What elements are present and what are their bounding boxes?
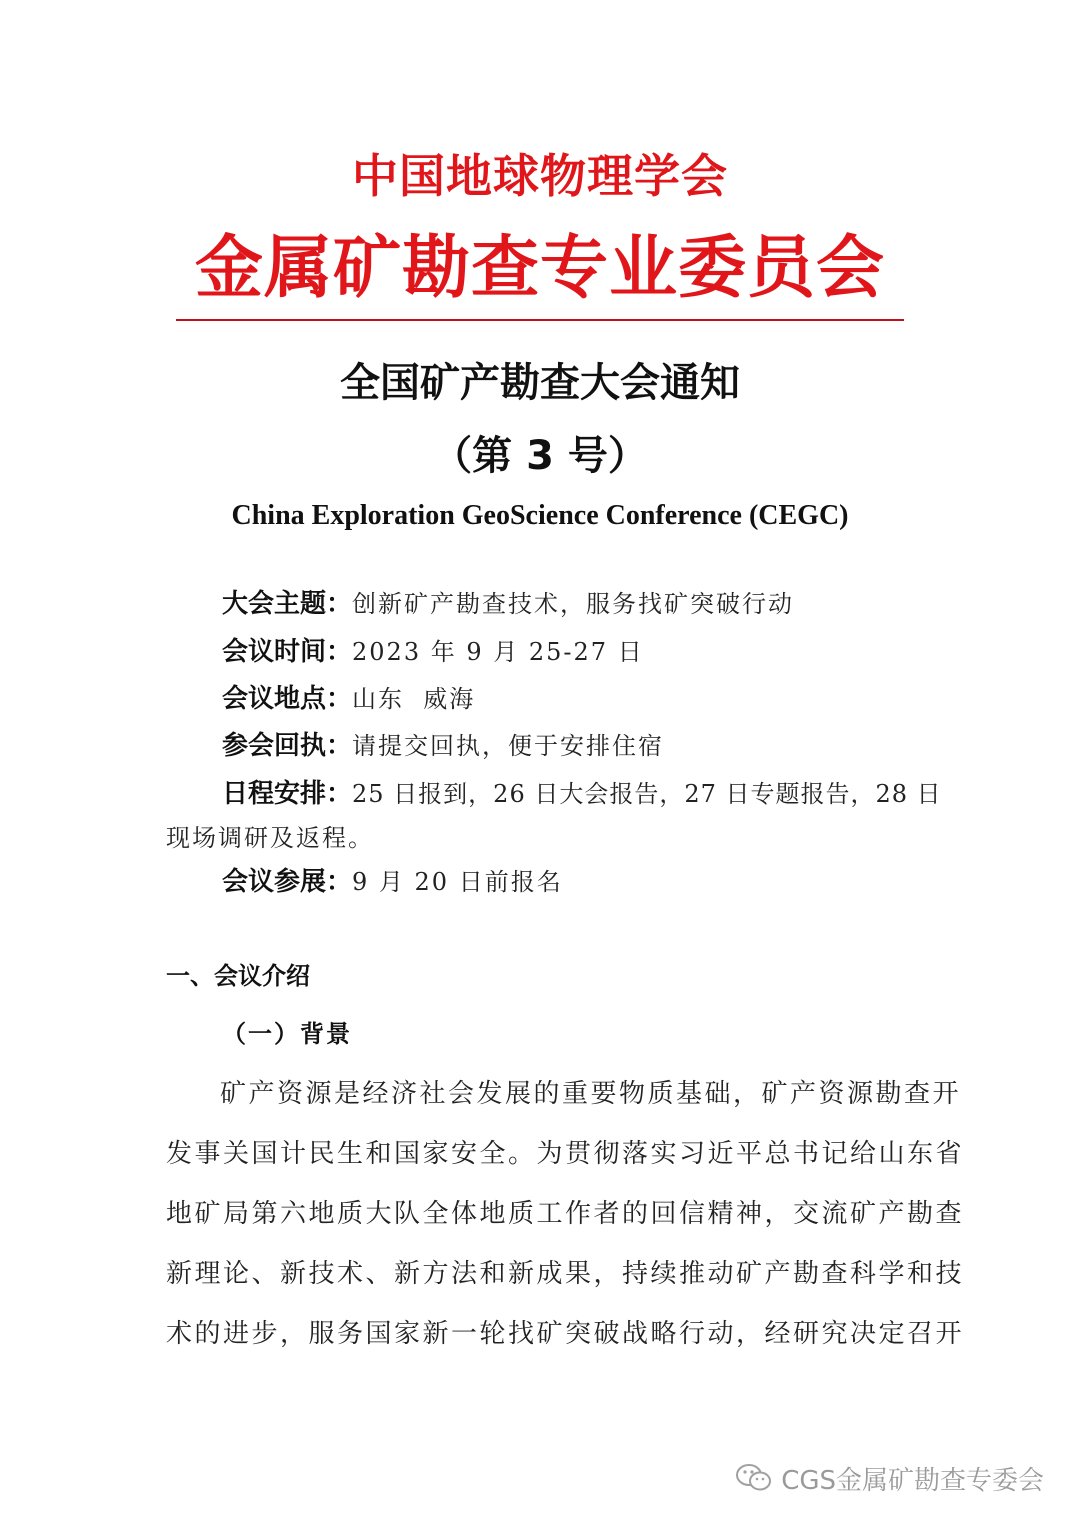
info-label: 大会主题： [222, 589, 353, 619]
subsection-heading: （一）背景 [222, 1020, 352, 1048]
section-heading: 一、会议介绍 [166, 962, 310, 990]
paragraph-line: 术的进步，服务国家新一轮找矿突破战略行动，经研究决定召开 [166, 1319, 965, 1349]
info-receipt [222, 728, 664, 764]
info-value: 创新矿产勘查技术，服务找矿突破行动 [352, 590, 795, 618]
paragraph-line: 矿产资源是经济社会发展的重要物质基础，矿产资源勘查开 [220, 1079, 962, 1109]
english-title: China Exploration GeoScience Conference (CEGC) [231, 500, 849, 531]
org-name-line1: 中国地球物理学会 [352, 149, 728, 203]
info-location [222, 681, 475, 717]
wechat-icon [735, 1462, 773, 1494]
paragraph-line: 发事关国计民生和国家安全。为贯彻落实习近平总书记给山东省 [166, 1139, 965, 1169]
info-label: 会议时间： [222, 637, 353, 667]
paragraph-line: 地矿局第六地质大队全体地质工作者的回信精神，交流矿产勘查 [166, 1199, 965, 1229]
info-value: 请提交回执，便于安排住宿 [352, 732, 665, 760]
paragraph-line: 新理论、新技术、新方法和新成果，持续推动矿产勘查科学和技 [166, 1259, 965, 1289]
watermark [735, 1458, 1044, 1498]
info-value: 9 月 20 日前报名 [352, 868, 563, 896]
info-time [222, 634, 644, 670]
red-divider [176, 319, 904, 321]
info-schedule [222, 776, 942, 812]
info-exhibition [222, 864, 563, 900]
notice-number: （第 3 号） [432, 433, 648, 479]
info-schedule-continuation: 现场调研及返程。 [166, 824, 374, 852]
info-label: 参会回执： [222, 731, 353, 761]
info-label: 会议地点： [222, 684, 353, 714]
watermark-text: CGS金属矿勘查专委会 [781, 1465, 1044, 1496]
info-label: 会议参展： [222, 867, 353, 897]
info-theme [222, 586, 794, 622]
info-label: 日程安排： [222, 779, 353, 809]
info-value: 山东 威海 [352, 685, 476, 713]
info-value: 2023 年 9 月 25-27 日 [352, 638, 644, 666]
org-name-line2: 金属矿勘查专业委员会 [194, 229, 885, 308]
notice-title: 全国矿产勘查大会通知 [340, 360, 740, 406]
info-value: 25 日报到，26 日大会报告，27 日专题报告，28 日 [352, 780, 942, 808]
